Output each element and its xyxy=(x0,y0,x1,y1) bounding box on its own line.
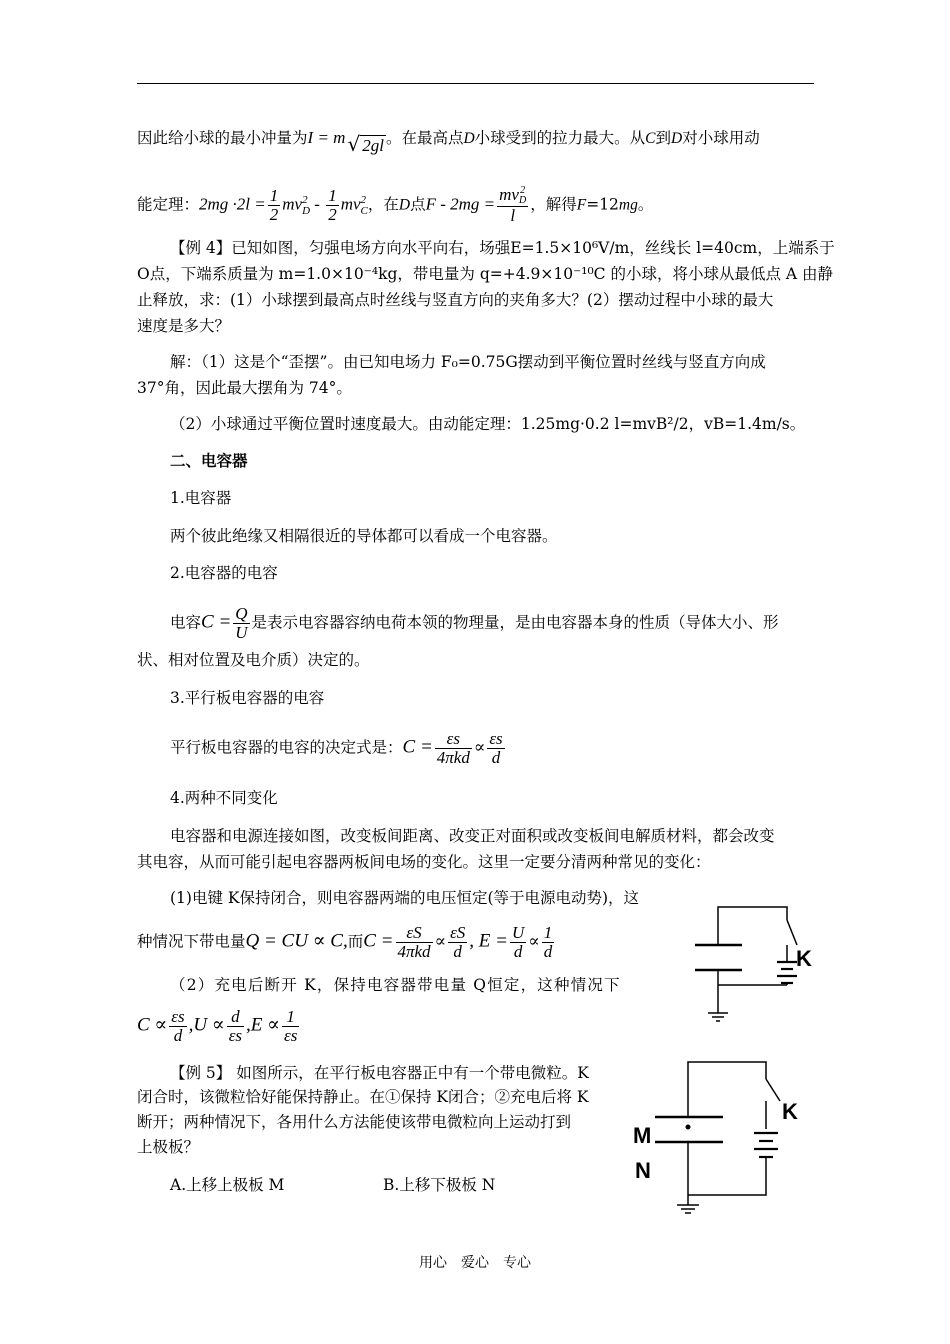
fraction: $\frac{d}{\varepsilon s}$ xyxy=(228,1007,243,1045)
ex4-line-1: 【例 4】已知如图，匀强电场方向水平向右，场强E=1.5×10⁶V/m，丝线长 l=40cm，上端系于 xyxy=(170,239,835,257)
solution-line-3: （2）小球通过平衡位置时速度最大。由动能定理：1.25mg·0.2 l=mvB²/2，vB=1.4m/s。 xyxy=(170,415,806,433)
fraction: mv 2 D l xyxy=(499,185,527,226)
fraction: $\frac{1}{2}$ xyxy=(328,186,337,225)
case-1-line-1: (1)电键 K保持闭合，则电容器两端的电压恒定(等于电源电动势)，这 xyxy=(170,889,640,907)
text-1: 两个彼此绝缘又相隔很近的导体都可以看成一个电容器。 xyxy=(170,527,558,545)
switch-label-k: K xyxy=(782,1099,798,1124)
ex5-line-3: 断开；两种情况下，各用什么方法能使该带电微粒向上运动打到 xyxy=(137,1113,572,1131)
fraction: $\frac{\varepsilon S}{\text{4πkd}}$ xyxy=(397,923,431,961)
option-a: A.上移上极板 M xyxy=(170,1176,285,1194)
sqrt-expression: √ 2gl xyxy=(347,132,384,156)
ex5-line-2: 闭合时，该微粒恰好能保持静止。在①保持 K闭合；②充电后将 K xyxy=(137,1088,589,1106)
parallel-plate-formula: 平行板电容器的电容的决定式是：C = $\frac{\varepsilon s}{\text{4πkd}}$ ∝ $\frac{\varepsilon s}{d}$ xyxy=(170,729,503,767)
heading-1: 1.电容器 xyxy=(170,489,232,507)
heading-3: 3.平行板电容器的电容 xyxy=(170,689,325,707)
switch-label-k: K xyxy=(796,946,812,971)
section-title: 二、电容器 xyxy=(170,452,248,470)
plate-label-n: N xyxy=(635,1158,651,1183)
fraction: $\frac{1}{d}$ xyxy=(543,923,553,961)
heading-4: 4.两种不同变化 xyxy=(170,789,278,807)
fraction: $\frac{\varepsilon S}{d}$ xyxy=(450,923,466,961)
charged-particle xyxy=(686,1125,691,1130)
text-4a: 电容器和电源连接如图，改变板间距离、改变正对面积或改变板间电解质材料，都会改变 xyxy=(170,827,775,845)
fraction: $\frac{\varepsilon s}{\text{4πkd}}$ xyxy=(436,729,470,767)
fraction: $\frac{Q}{U}$ xyxy=(235,604,248,642)
ex4-line-2: O点，下端系质量为 m=1.0×10⁻⁴kg，带电量为 q=+4.9×10⁻¹⁰C 的小球，将小球从最低点 A 由静 xyxy=(137,265,834,283)
fraction: $\frac{\varepsilon s}{d}$ xyxy=(489,729,503,767)
fraction: $\frac{1}{\varepsilon s}$ xyxy=(284,1007,298,1045)
header-rule xyxy=(137,83,814,84)
solution-line-2: 37°角，因此最大摆角为 74°。 xyxy=(137,379,352,397)
para-energy-theorem: 能定理：2mg ·2l = $\frac{1}{2}$ mv 2 D - $\frac{1}{2}$ mv 2 C ，在D点F - 2mg = mv 2 D l ，解得F=12mg。 xyxy=(137,185,654,226)
heading-2: 2.电容器的电容 xyxy=(170,564,278,582)
fraction: $\frac{\varepsilon s}{d}$ xyxy=(171,1007,185,1045)
capacitance-definition-2: 状、相对位置及电介质）决定的。 xyxy=(137,651,370,669)
fraction: $\frac{U}{d}$ xyxy=(511,923,525,961)
capacitance-definition: 电容C = $\frac{Q}{U}$ 是表示电容器容纳电荷本领的物理量，是由电容器本身的性质（导体大小、形 xyxy=(170,604,779,642)
case-1-line-2: 种情况下带电量Q = CU ∝ C,而C = $\frac{\varepsilon S}{\text{4πkd}}$ ∝ $\frac{\varepsilon S}{d}$ , E = $\frac{U}{d}$ ∝ $\frac{1}{d}$ xyxy=(137,923,553,961)
page-footer: 用心 爱心 专心 xyxy=(419,1255,531,1271)
ex5-line-4: 上极板？ xyxy=(137,1138,200,1156)
text-4b: 其电容，从而可能引起电容器两板间电场的变化。这里一定要分清两种常见的变化： xyxy=(137,853,711,871)
fraction: $\frac{1}{2}$ xyxy=(269,186,279,225)
ex4-line-4: 速度是多大？ xyxy=(137,317,231,335)
circuit-diagram-1 xyxy=(690,900,820,1035)
case-2-line-1: （2）充电后断开 K，保持电容器带电量 Q恒定，这种情况下 xyxy=(170,976,621,994)
solution-line-1: 解：（1）这是个“歪摆”。由已知电场力 F₀=0.75G摆动到平衡位置时丝线与竖直方向成 xyxy=(170,353,766,371)
ex4-line-3: 止释放，求：(1）小球摆到最高点时丝线与竖直方向的夹角多大？(2）摆动过程中小球的最大 xyxy=(137,291,774,309)
case-2-line-2: C ∝ $\frac{\varepsilon s}{d}$ ,U ∝ $\frac{d}{\varepsilon s}$ ,E ∝ $\frac{1}{\varepsilon s}$ xyxy=(137,1007,298,1045)
para-impulse: 因此给小球的最小冲量为I = m √ 2gl 。在最高点D小球受到的拉力最大。从C到D对小球用动 xyxy=(137,128,760,156)
option-b: B.上移下极板 N xyxy=(383,1176,496,1194)
circuit-diagram-2 xyxy=(630,1057,810,1222)
plate-label-m: M xyxy=(633,1123,652,1148)
ex5-line-1: 【例 5】 如图所示，在平行板电容器正中有一个带电微粒。K xyxy=(170,1064,589,1082)
